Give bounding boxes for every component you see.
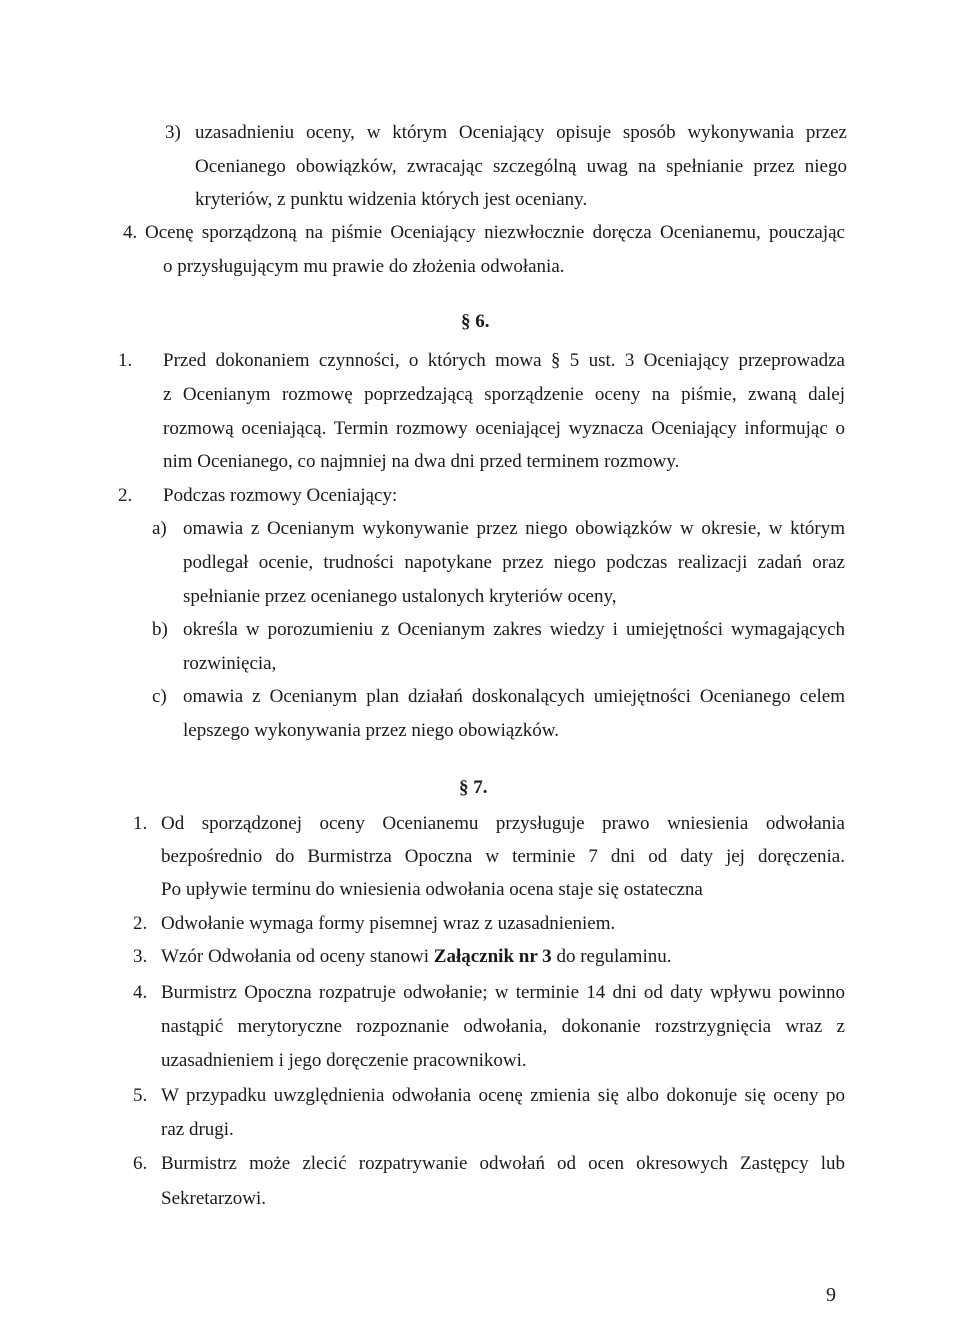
s6-p1-line-4: nim Ocenianego, co najmniej na dwa dni przed terminem rozmowy.: [163, 451, 680, 472]
s6-p2-intro: Podczas rozmowy Oceniający:: [163, 485, 398, 506]
s6-a-line-2: podlegał ocenie, trudności napotykane przez niego podczas realizacji zadań oraz: [183, 552, 845, 573]
s6-c-line-1: omawia z Ocenianym plan działań doskonalących umiejętności Ocenianego celem: [183, 686, 845, 707]
s7-p3-attachment: Załącznik nr 3: [433, 946, 552, 967]
s6-p1-line-3: rozmową oceniającą. Termin rozmowy oceniającej wyznacza Oceniający informując o: [163, 418, 845, 439]
s6-a-line-1: omawia z Ocenianym wykonywanie przez niego obowiązków w okresie, w którym: [183, 518, 845, 539]
item-3-marker: 3): [165, 122, 181, 143]
s6-a-marker: a): [152, 518, 167, 539]
s7-p2-text: Odwołanie wymaga formy pisemnej wraz z uzasadnieniem.: [161, 913, 616, 934]
s6-b-line-1: określa w porozumieniu z Ocenianym zakres wiedzy i umiejętności wymagających: [183, 619, 845, 640]
item-4-marker: 4.: [123, 222, 138, 243]
s7-p1-line-3: Po upływie terminu do wniesienia odwołania ocena staje się ostateczna: [161, 879, 703, 900]
s7-p2-marker: 2.: [133, 913, 148, 934]
s6-p1-line-2: z Ocenianym rozmowę poprzedzającą sporządzenie oceny na piśmie, zwaną dalej: [163, 384, 845, 405]
s7-p3-pre: Wzór Odwołania od oceny stanowi: [161, 946, 434, 967]
s7-p3-marker: 3.: [133, 946, 148, 967]
s7-p3-text: [161, 946, 671, 968]
s7-p4-marker: 4.: [133, 982, 148, 1003]
s7-p6-line-2: Sekretarzowi.: [161, 1188, 266, 1209]
s7-p6-line-1: Burmistrz może zlecić rozpatrywanie odwołań od ocen okresowych Zastępcy lub: [161, 1153, 845, 1174]
s6-p1-line-1: Przed dokonaniem czynności, o których mowa § 5 ust. 3 Oceniający przeprowadza: [163, 350, 845, 371]
s6-c-line-2: lepszego wykonywania przez niego obowiązków.: [183, 720, 560, 741]
s7-p1-line-1: Od sporządzonej oceny Ocenianemu przysługuje prawo wniesienia odwołania: [161, 813, 845, 834]
s7-p1-line-2: bezpośrednio do Burmistrza Opoczna w terminie 7 dni od daty jej doręczenia.: [161, 846, 845, 867]
s6-p1-marker: 1.: [118, 350, 133, 371]
s6-p2-marker: 2.: [118, 485, 133, 506]
item-3-line-3: kryteriów, z punktu widzenia których jest oceniany.: [195, 189, 588, 210]
s7-p5-line-2: raz drugi.: [161, 1119, 234, 1140]
s6-b-marker: b): [152, 619, 168, 640]
item-4-line-1: Ocenę sporządzoną na piśmie Oceniający niezwłocznie doręcza Ocenianemu, pouczając: [145, 222, 845, 243]
s6-a-line-3: spełnianie przez ocenianego ustalonych kryteriów oceny,: [183, 586, 617, 607]
s7-p5-line-1: W przypadku uwzględnienia odwołania ocenę zmienia się albo dokonuje się oceny po: [161, 1085, 845, 1106]
s7-p4-line-2: nastąpić merytoryczne rozpoznanie odwołania, dokonanie rozstrzygnięcia wraz z: [161, 1016, 845, 1037]
page-number: 9: [826, 1284, 836, 1306]
s7-p5-marker: 5.: [133, 1085, 148, 1106]
s7-p3-post: do regulaminu.: [551, 946, 672, 967]
s7-p4-line-1: Burmistrz Opoczna rozpatruje odwołanie; w terminie 14 dni od daty wpływu powinno: [161, 982, 845, 1003]
item-3-line-1: uzasadnieniu oceny, w którym Oceniający opisuje sposób wykonywania przez: [195, 122, 847, 143]
s7-p1-marker: 1.: [133, 813, 148, 834]
s6-c-marker: c): [152, 686, 167, 707]
s7-p6-marker: 6.: [133, 1153, 148, 1174]
s7-p4-line-3: uzasadnieniem i jego doręczenie pracownikowi.: [161, 1050, 527, 1071]
item-3-line-2: Ocenianego obowiązków, zwracając szczególną uwag na spełnianie przez niego: [195, 156, 847, 177]
section-7-heading: § 7.: [459, 777, 488, 798]
s6-b-line-2: rozwinięcia,: [183, 653, 277, 674]
item-4-line-2: o przysługującym mu prawie do złożenia odwołania.: [163, 256, 565, 277]
section-6-heading: § 6.: [461, 311, 490, 332]
